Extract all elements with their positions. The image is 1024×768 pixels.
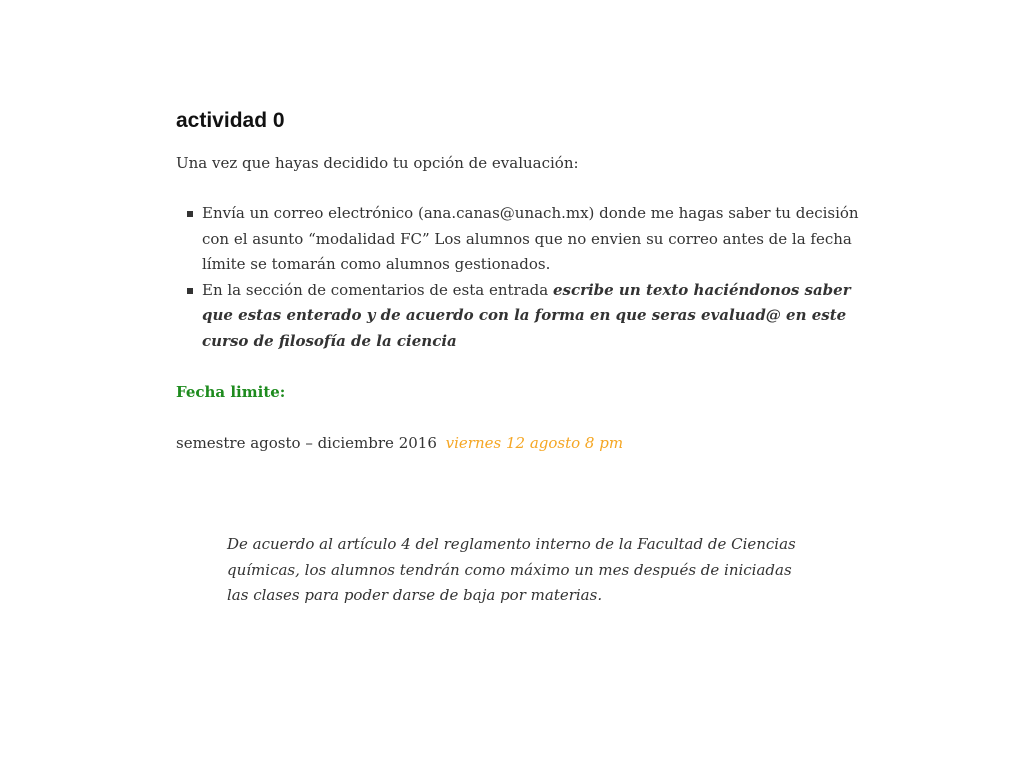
deadline-date: viernes 12 agosto 8 pm [445,434,624,452]
semester-line [176,431,876,456]
list-item-text: Envía un correo electrónico (ana.canas@unach.mx) donde me hagas saber tu decisión con el asunto “modalidad FC” Los alumnos que no envien su correo antes de la fecha límite se tomarán como alumnos gestionados. [202,204,859,273]
post-content [176,108,876,456]
square-bullet-icon [187,211,193,217]
list-item-text: En la sección de comentarios de esta entrada [202,280,553,299]
list-item [202,201,862,278]
list-item-emphasis: escribe un texto haciéndonos saber que estas enterado y de acuerdo con la forma en que seras evaluad@ en este curso de filosofía de la ciencia [202,280,851,350]
post-title: actividad 0 [176,109,285,132]
regulation-note: De acuerdo al artículo 4 del reglamento interno de la Facultad de Ciencias químicas, los alumnos tendrán como máximo un mes después de iniciadas las clases para poder darse de baja por materias. [227,535,796,604]
list-item [202,278,862,355]
instruction-list [176,201,862,354]
deadline-label: Fecha limite: [176,383,286,401]
square-bullet-icon [187,288,193,294]
semester-text: semestre agosto – diciembre 2016 [176,434,437,452]
post-intro: Una vez que hayas decidido tu opción de evaluación: [176,154,579,172]
